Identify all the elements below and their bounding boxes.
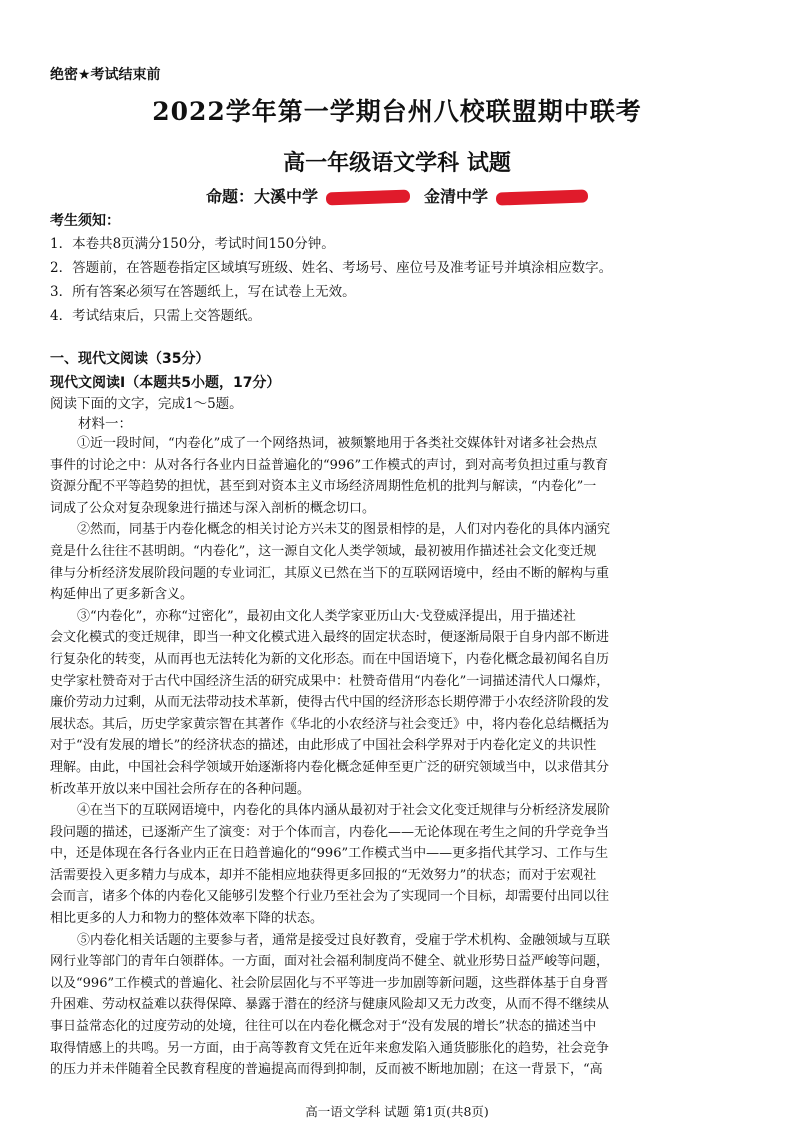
authors-line: [0, 184, 794, 207]
reading-passage: [50, 433, 750, 1081]
material-label: 材料一：: [78, 416, 132, 432]
passage-line: 会文化模式的变迁规律，即当一种文化模式进入最终的固定状态时，便逐渐局限于自身内部不断进: [50, 630, 610, 646]
page-subtitle: 高一年级语文学科 试题: [283, 150, 511, 176]
passage-line: 的压力并未伴随着全民教育程度的普遍提高而得到抑制，反而被不断地加剧；在这一背景下，“高: [50, 1062, 603, 1078]
passage-line: ③“内卷化”，亦称“过密化”，最初由文化人类学家亚历山大·戈登威泽提出，用于描述社: [77, 608, 576, 624]
passage-line: 会而言，诸多个体的内卷化又能够引发整个行业乃至社会为了实现同一个目标，却需要付出同以往: [50, 889, 610, 905]
passage-line: 段问题的描述，已逐渐产生了演变：对于个体而言，内卷化——无论体现在考生之间的升学竞争当: [50, 824, 610, 840]
passage-line: 词成了公众对复杂现象进行描述与深入剖析的概念切口。: [50, 500, 376, 516]
passage-line: 构延伸出了更多新含义。: [50, 587, 194, 603]
passage-line: 展状态。其后，历史学家黄宗智在其著作《华北的小农经济与社会变迁》中，将内卷化总结概括为: [50, 716, 610, 732]
notice-item: 2．答题前，在答题卷指定区域填写班级、姓名、考场号、座位号及准考证号并填涂相应数字。: [50, 260, 613, 276]
passage-line: ④在当下的互联网语境中，内卷化的具体内涵从最初对于社会文化变迁规律与分析经济发展阶: [77, 803, 611, 819]
passage-line: 以及“996”工作模式的普遍化、社会阶层固化与不平等进一步加剧等新问题，这些群体基于自身晋: [50, 975, 609, 991]
passage-line: 廉价劳动力过剩，从而无法带动技术革新，使得古代中国的经济形态长期停滞于小农经济阶段的发: [50, 695, 610, 711]
passage-line: ⑤内卷化相关话题的主要参与者，通常是接受过良好教育，受雇于学术机构、金融领域与互联: [77, 932, 611, 948]
notice-title: 考生须知：: [50, 213, 120, 229]
authors-prefix: 命题：: [205, 187, 254, 206]
notice-item: 3．所有答案必须写在答题纸上，写在试卷上无效。: [50, 284, 356, 300]
passage-line: 行复杂化的转变，从而再也无法转化为新的文化形态。而在中国语境下，内卷化概念最初闻名自历: [50, 651, 610, 667]
notice-item: 1．本卷共8页满分150分，考试时间150分钟。: [50, 236, 335, 252]
notice-list: [50, 232, 750, 328]
passage-line: 律与分析经济发展阶段问题的专业词汇，其原义已然在当下的互联网语境中，经由不断的解构与重: [50, 565, 610, 581]
secret-label: 绝密★考试结束前: [50, 67, 161, 83]
section-title: 一、现代文阅读（35分）: [50, 351, 210, 367]
passage-line: 史学家杜赞奇对于古代中国经济生活的研究成果中：杜赞奇借用“内卷化”一词描述清代人口爆炸，: [50, 673, 610, 689]
school-2: 金清中学: [424, 187, 489, 206]
passage-line: 相比更多的人力和物力的整体效率下降的状态。: [50, 911, 324, 927]
redaction-mark: [496, 189, 588, 205]
passage-line: 对于“没有发展的增长”的经济状态的描述，由此形成了中国社会科学界对于内卷化定义的共识性: [50, 738, 597, 754]
passage-line: 事日益常态化的过度劳动的处境，往往可以在内卷化概念对于“没有发展的增长”状态的描述当中: [50, 1019, 597, 1035]
passage-line: 升困难、劳动权益难以获得保障、暴露于潜在的经济与健康风险却又无力改变，从而不得不继续从: [50, 997, 610, 1013]
passage-line: ②然而，同基于内卷化概念的相关讨论方兴未艾的图景相悖的是，人们对内卷化的具体内涵究: [77, 522, 611, 538]
page-footer: 高一语文学科 试题 第1页(共8页): [305, 1104, 489, 1119]
passage-line: 网行业等部门的青年白领群体。一方面，面对社会福利制度尚不健全、就业形势日益严峻等问题，: [50, 954, 610, 970]
school-1: 大溪中学: [253, 187, 318, 206]
passage-line: ①近一段时间，“内卷化”成了一个网络热词，被频繁地用于各类社交媒体针对诸多社会热点: [77, 436, 598, 451]
passage-line: 活需要投入更多精力与成本，却并不能相应地获得更多回报的“无效努力”的状态；而对于宏观社: [50, 867, 597, 883]
passage-line: 中，还是体现在各行各业内正在日趋普遍化的“996”工作模式当中——更多指代其学习、工作与生: [50, 846, 609, 862]
passage-line: 析改革开放以来中国社会所存在的各种问题。: [50, 781, 311, 797]
passage-line: 取得情感上的共鸣。另一方面，由于高等教育文凭在近年来愈发陷入通货膨胀化的趋势，社会竞争: [50, 1040, 610, 1056]
page-title: 2022学年第一学期台州八校联盟期中联考: [152, 97, 642, 126]
instruction-text: 阅读下面的文字，完成1～5题。: [50, 396, 243, 412]
notice-item: 4．考试结束后，只需上交答题纸。: [50, 308, 262, 324]
redaction-mark: [326, 190, 410, 206]
passage-line: 理解。由此，中国社会科学领域开始逐渐将内卷化概念延伸至更广泛的研究领域当中，以求借其分: [50, 759, 610, 775]
passage-line: 竟是什么往往不甚明朗。“内卷化”，这一源自文化人类学领域，最初被用作描述社会文化变迁规: [50, 543, 597, 559]
passage-line: 事件的讨论之中：从对各行各业内日益普遍化的“996”工作模式的声讨，到对高考负担过重与教育: [50, 457, 609, 473]
passage-line: 资源分配不平等趋势的担忧，甚至到对资本主义市场经济周期性危机的批判与解读，“内卷化”一: [50, 479, 597, 495]
subsection-title: 现代文阅读Ⅰ（本题共5小题，17分）: [50, 375, 281, 391]
